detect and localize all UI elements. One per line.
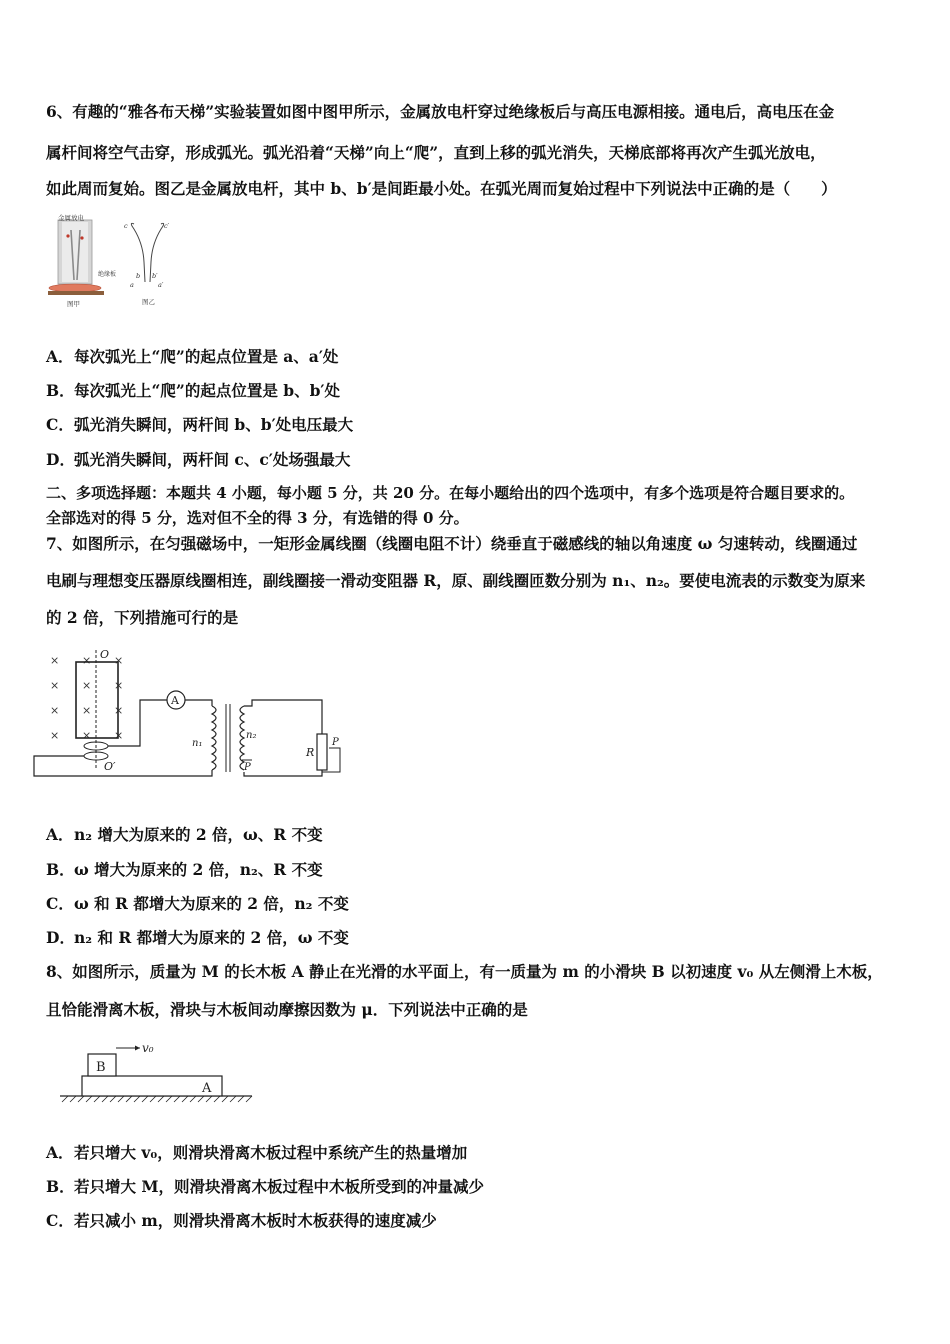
label-top: 金属放电	[58, 214, 84, 222]
q7-option-c-text: ω 和 R 都增大为原来的 2 倍，n₂ 不变	[74, 894, 349, 913]
q6-figure	[44, 212, 174, 312]
point-c: c	[124, 222, 128, 230]
section-2-line-2: 全部选对的得 5 分，选对但不全的得 3 分，有选错的得 0 分。	[46, 509, 469, 527]
q8-figure	[52, 1034, 262, 1110]
q7-option-d	[46, 926, 349, 948]
q8-option-a-label: A．	[46, 1143, 74, 1162]
q6-stem-line-2: 属杆间将空气击穿，形成弧光。弧光沿着“天梯”向上“爬”，直到上移的弧光消失，天梯底部将再次产生弧光放电，	[46, 143, 826, 162]
q7-option-b-label: B．	[46, 860, 75, 879]
q8-option-c	[46, 1209, 437, 1231]
q7-stem-line-3: 的 2 倍，下列措施可行的是	[46, 608, 239, 627]
velocity-label: v₀	[142, 1041, 154, 1055]
q7-option-d-text: n₂ 和 R 都增大为原来的 2 倍，ω 不变	[74, 928, 349, 947]
q8-option-a-text: 若只增大 v₀，则滑块滑离木板过程中系统产生的热量增加	[74, 1143, 468, 1162]
wire	[185, 700, 212, 706]
point-a: a	[130, 281, 134, 289]
q6-option-c	[46, 413, 353, 435]
cross-mark: ×	[82, 679, 92, 692]
q7-option-b-text: ω 增大为原来的 2 倍，n₂、R 不变	[74, 860, 323, 879]
q6-option-c-text: 弧光消失瞬间，两杆间 b、b′处电压最大	[74, 415, 354, 434]
p-label-transformer: P	[244, 762, 251, 773]
label-plate: 绝缘板	[98, 271, 117, 278]
cross-mark: ×	[114, 729, 124, 742]
q7-option-a-label: A．	[46, 825, 74, 844]
q6-option-b-label: B．	[46, 381, 75, 400]
point-a-prime: a′	[158, 281, 164, 289]
rheostat	[317, 734, 327, 770]
velocity-arrowhead	[135, 1046, 140, 1051]
cross-mark: ×	[82, 654, 92, 667]
q8-option-b	[46, 1175, 484, 1197]
cross-mark: ×	[82, 729, 92, 742]
point-b: b	[136, 272, 141, 280]
q6-option-a-label: A．	[46, 347, 74, 366]
q7-option-b	[46, 858, 323, 880]
q6-option-a	[46, 345, 338, 367]
board-a-label: A	[202, 1081, 212, 1096]
primary-coil	[212, 706, 216, 770]
q7-stem-line-1: 7、如图所示，在匀强磁场中，一矩形金属线圈（线圈电阻不计）绕垂直于磁感线的轴以角速度 ω 匀速转动，线圈通过	[46, 534, 858, 553]
wire	[244, 700, 322, 734]
rectangular-coil	[76, 662, 118, 738]
q7-circuit-figure	[30, 642, 360, 787]
axis-label-top: O	[100, 648, 110, 661]
q8-option-c-label: C．	[46, 1211, 74, 1230]
q6-option-d	[46, 448, 350, 470]
q7-option-a	[46, 823, 323, 845]
q8-option-a	[46, 1141, 467, 1163]
jacob-ladder-device	[48, 220, 104, 295]
q6-stem-line-1: 6、有趣的“雅各布天梯”实验装置如图中图甲所示，金属放电杆穿过绝缘板后与高压电源相接。通电后，高电压在金	[46, 102, 835, 121]
cross-mark: ×	[114, 679, 124, 692]
magnetic-field-crosses	[50, 654, 123, 742]
caption-jia: 图甲	[67, 300, 80, 308]
point-c-prime: c′	[164, 222, 170, 230]
ammeter-label: A	[171, 694, 179, 707]
q8-stem-line-2: 且恰能滑离木板，滑块与木板间动摩擦因数为 μ．下列说法中正确的是	[46, 1000, 528, 1019]
q7-option-c-label: C．	[46, 894, 74, 913]
q6-stem-line-3: 如此周而复始。图乙是金属放电杆，其中 b、b′是间距最小处。在弧光周而复始过程中下列说法中正确的是（ ）	[46, 179, 837, 198]
q7-option-d-label: D．	[46, 928, 75, 947]
p-label-rheostat: P	[332, 737, 339, 748]
q8-option-b-label: B．	[46, 1177, 75, 1196]
q8-option-b-text: 若只增大 M，则滑块滑离木板过程中木板所受到的冲量减少	[74, 1177, 485, 1196]
section-2-line-1: 二、多项选择题：本题共 4 小题，每小题 5 分，共 20 分。在每小题给出的四个选项中，有多个选项是符合题目要求的。	[46, 484, 855, 502]
q6-option-d-label: D．	[46, 450, 75, 469]
cross-mark: ×	[50, 704, 60, 717]
q6-option-b	[46, 379, 340, 401]
point-b-prime: b′	[152, 272, 158, 280]
cross-mark: ×	[50, 654, 60, 667]
q8-option-c-text: 若只减小 m，则滑块滑离木板时木板获得的速度减少	[74, 1211, 437, 1230]
cross-mark: ×	[82, 704, 92, 717]
cross-mark: ×	[50, 729, 60, 742]
wire	[34, 756, 212, 776]
q6-option-d-text: 弧光消失瞬间，两杆间 c、c′处场强最大	[74, 450, 351, 469]
q6-option-c-label: C．	[46, 415, 74, 434]
cross-mark: ×	[114, 654, 124, 667]
wire	[244, 770, 322, 776]
n1-label: n₁	[192, 738, 203, 749]
caption-yi: 图乙	[142, 298, 155, 306]
r-label: R	[306, 746, 315, 759]
q6-option-b-text: 每次弧光上“爬”的起点位置是 b、b′处	[74, 381, 340, 400]
q7-option-a-text: n₂ 增大为原来的 2 倍，ω、R 不变	[74, 825, 323, 844]
q6-option-a-text: 每次弧光上“爬”的起点位置是 a、a′处	[74, 347, 339, 366]
cross-mark: ×	[50, 679, 60, 692]
cross-mark: ×	[114, 704, 124, 717]
axis-label-bottom: O′	[104, 760, 116, 773]
q8-stem-line-1: 8、如图所示，质量为 M 的长木板 A 静止在光滑的水平面上，有一质量为 m 的小滑块 B 以初速度 v₀ 从左侧滑上木板，	[46, 962, 883, 981]
q7-stem-line-2: 电刷与理想变压器原线圈相连，副线圈接一滑动变阻器 R，原、副线圈匝数分别为 n₁、n₂。要使电流表的示数变为原来	[46, 571, 866, 590]
board-a	[82, 1076, 222, 1096]
ground-hatching	[62, 1096, 252, 1102]
q7-option-c	[46, 892, 349, 914]
block-b-label: B	[96, 1060, 106, 1075]
n2-label: n₂	[246, 730, 257, 741]
